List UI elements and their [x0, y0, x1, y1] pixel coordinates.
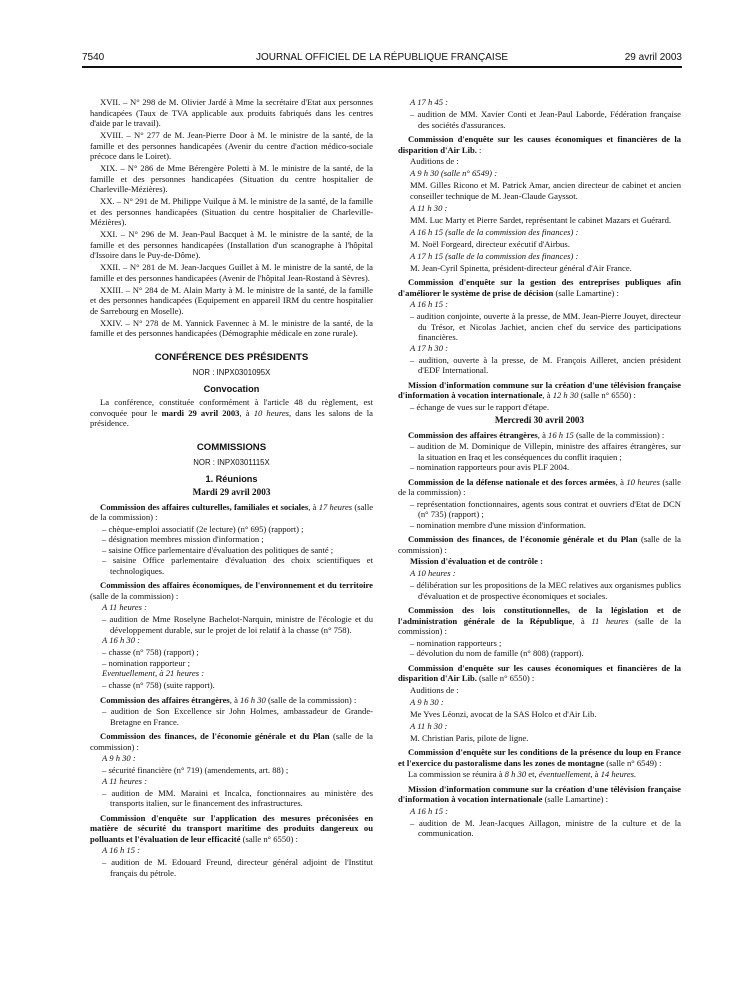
commission-name: Commission d'enquête sur l'application des mesures préconisées en matière de sécurité du transport maritime des produits dangereux ou polluants et l'évaluation de leur efficacité [90, 812, 373, 844]
convocation-time: 10 heures [253, 407, 290, 418]
commission-heading [90, 813, 373, 845]
meeting-room: (salle de la commission) : [90, 731, 373, 752]
reunions-heading: 1. Réunions [205, 473, 258, 484]
convocation-text [90, 397, 373, 429]
commission-heading [398, 134, 681, 155]
time-slot: A 17 h 45 : [410, 97, 449, 107]
auditions-label: Auditions de : [410, 156, 459, 166]
agenda-item: – chèque-emploi associatif (2e lecture) (n° 695) (rapport) ; [102, 523, 304, 534]
time-slot: A 11 heures : [102, 602, 147, 612]
commission-name: Commission des lois constitutionnelles, de la législation et de l'administration générale de la République [398, 605, 681, 626]
note-part: éventuellement [538, 769, 591, 779]
heading-sep: , à [572, 615, 592, 626]
agenda-item: – dévolution du nom de famille (n° 808) (rapport). [410, 648, 584, 658]
time-slot: Eventuellement, à 21 heures : [102, 668, 205, 678]
meeting-room: (salle Lamartine) : [553, 287, 619, 298]
agenda-item: – délibération sur les propositions de la MEC relatives aux organismes publics d'évaluation et de prospective économiques et sociales. [410, 580, 681, 601]
time-slot: A 16 h 15 : [410, 299, 449, 309]
heading-sep: : [476, 144, 482, 155]
time-slot: A 17 h 30 : [410, 342, 449, 353]
conference-nor: NOR : INPX0301095X [192, 368, 271, 377]
commission-heading [398, 747, 681, 768]
meeting-time: 8 h 30 [504, 769, 527, 779]
commission-name: Commission d'enquête sur la gestion des entreprises publiques afin d'améliorer le système de prise de décision [398, 277, 681, 298]
header-rule [82, 66, 682, 68]
time-slot: A 11 heures : [102, 775, 147, 786]
meeting-room: (salle n° 6550) : [578, 390, 636, 400]
commission-heading [398, 477, 681, 498]
meeting-room: (salle de la commission) : [90, 590, 179, 601]
meeting-room: (salle de la commission) : [398, 615, 682, 636]
question-item: XXII. – N° 281 de M. Jean-Jacques Guillet à M. le ministre de la santé, de la famille et des personnes handicapées (Avenir de l'hôpital Jean-Rostand à Sèvres). [90, 262, 373, 283]
commission-name: Mission d'information commune sur la création d'une télévision française d'information à vocation internationale [398, 379, 681, 400]
question-item: XXIII. – N° 284 de M. Alain Marty à M. le ministre de la santé, de la famille et des personnes handicapées (Equipement en appareil IRM du centre hospitalier de Sarrebourg en Moselle). [90, 284, 373, 316]
meeting-time: 10 heures [626, 476, 660, 487]
issue-date: 29 avril 2003 [624, 52, 682, 63]
agenda-item: – nomination rapporteurs pour avis PLF 2004. [410, 462, 570, 472]
convocation-text-part: La conférence, constituée conformément à l'article 48 du règlement, est convoquée pour le [90, 397, 373, 418]
commission-heading [90, 580, 373, 601]
question-item: XX. – N° 291 de M. Philippe Vuilque à M. le ministre de la santé, de la famille et des personnes handicapées (Situation du centre hospitalier de Charleville-Mézières). [90, 196, 373, 227]
agenda-item: – audition de M. Jean-Jacques Aillagon, ministre de la culture et de la communication. [410, 817, 681, 838]
commission-name: Commission des affaires économiques, de l'environnement et du territoire [100, 580, 373, 590]
convocation-date: mardi 29 avril 2003 [161, 407, 240, 418]
meeting-room: (salle de la commission) : [265, 694, 357, 705]
meeting-room: (salle n° 6550) : [476, 673, 535, 683]
heading-sep: , à [308, 501, 319, 512]
commission-heading [398, 663, 681, 684]
convocation-heading: Convocation [203, 383, 260, 394]
meeting-time: 17 heures [318, 501, 353, 512]
audition-entry: MM. Luc Marty et Pierre Sardet, représentant le cabinet Mazars et Guérard. [410, 214, 672, 225]
commission-name: Commission d'enquête sur les causes économiques et financières de la disparition d'Air Lib. [398, 662, 681, 683]
commissions-nor: NOR : INPX0301115X [193, 458, 270, 467]
agenda-item: – audition de MM. Maraini et Incalca, fonctionnaires au ministère des transports italien, sur le financement des infrastructures. [102, 787, 373, 808]
time-slot: A 11 h 30 : [410, 202, 448, 213]
note-part: , à [590, 769, 601, 779]
heading-sep: , à [537, 429, 549, 440]
meeting-room: (salle n° 6549) : [604, 757, 662, 768]
time-slot: A 9 h 30 : [102, 753, 136, 763]
question-item: XXI. – N° 296 de M. Jean-Paul Bacquet à M. le ministre de la santé, de la famille et des personnes handicapées (Installation d'un scanographe à l'hôpital d'Issoire dans le Puy-de-Dôme). [90, 229, 373, 260]
question-item: XVII. – N° 298 de M. Olivier Jardé à Mme la secrétaire d'Etat aux personnes handicapées (Taux de TVA applicable aux produits fabriqués dans les centres d'aide par le travail). [90, 97, 373, 128]
commission-name: Commission d'enquête sur les conditions de la présence du loup en France et l'exercice du pastoralisme dans les zones de montagne [398, 747, 681, 768]
journal-title: JOURNAL OFFICIEL DE LA RÉPUBLIQUE FRANÇAISE [255, 52, 509, 63]
commission-heading [90, 695, 373, 706]
agenda-item: – audition de M. Edouard Freund, directeur général adjoint de l'Institut français du pétrole. [102, 857, 373, 878]
conference-title: CONFÉRENCE DES PRÉSIDENTS [154, 351, 309, 363]
commissions-title: COMMISSIONS [196, 441, 267, 453]
time-slot: A 9 h 30 (salle n° 6549) : [410, 168, 498, 178]
heading-sep: , à [615, 476, 627, 487]
commission-name: Commission des affaires culturelles, familiales et sociales [100, 501, 309, 512]
meeting-time: 12 h 30 [552, 390, 579, 400]
time-slot: A 11 h 30 : [410, 720, 448, 731]
agenda-item: – saisine Office parlementaire d'évaluation des politiques de santé ; [102, 544, 334, 555]
time-slot: A 16 h 30 : [102, 635, 141, 645]
agenda-item: – nomination membre d'une mission d'information. [410, 519, 586, 530]
agenda-item: – audition conjointe, ouverte à la presse, de MM. Jean-Pierre Jouyet, directeur du Trésor, et Nicolas Jachiet, ancien chef du service des participations financières. [410, 311, 681, 342]
left-column [90, 97, 373, 878]
commission-heading [398, 380, 681, 401]
agenda-item: – nomination rapporteur ; [102, 657, 191, 668]
agenda-item: – chasse (n° 758) (suite rapport). [102, 680, 215, 690]
commission-name: Commission de la défense nationale et des forces armées [408, 476, 616, 487]
question-item: XIX. – N° 286 de Mme Bérengère Poletti à M. le ministre de la santé, de la famille et des personnes handicapées (Situation du centre hospitalier de Charleville-Mézières). [90, 163, 373, 194]
meeting-room: (salle n° 6550) : [240, 833, 298, 844]
commission-name: Commission des affaires étrangères [100, 694, 230, 705]
page-header [82, 52, 682, 66]
meeting-time: 16 h 15 [548, 429, 574, 440]
auditions-label: Auditions de : [410, 684, 459, 695]
audition-entry: M. Noël Forgeard, directeur exécutif d'Airbus. [410, 238, 570, 249]
time-slot: A 17 h 15 (salle de la commission des finances) : [410, 250, 579, 261]
commission-heading [398, 784, 681, 805]
audition-entry: M. Christian Paris, pilote de ligne. [410, 732, 529, 743]
meeting-time: 16 h 30 [240, 694, 266, 705]
agenda-item: – nomination rapporteurs ; [410, 637, 502, 648]
meeting-room: (salle de la commission) : [90, 501, 374, 522]
heading-sep: , à [542, 390, 553, 400]
commission-name: Mission d'information commune sur la création d'une télévision française d'information à vocation internationale [398, 783, 681, 804]
commission-heading [398, 534, 681, 555]
commission-heading [90, 502, 373, 523]
agenda-item: – audition de Son Excellence sir John Holmes, ambassadeur de Grande-Bretagne en France. [102, 706, 373, 727]
question-list [90, 97, 373, 339]
note-part: La commission se réunira à [408, 769, 505, 779]
commission-heading [398, 430, 681, 441]
meeting-room: (salle de la commission) : [573, 429, 665, 440]
time-slot: A 16 h 15 : [410, 805, 449, 816]
agenda-item: – audition de Mme Roselyne Bachelot-Narquin, ministre de l'écologie et du développement durable, sur le projet de loi relatif à la chasse (n° 758). [102, 614, 373, 635]
commission-name: Commission des finances, de l'économie générale et du Plan [100, 731, 330, 741]
audition-entry: Me Yves Léonzi, avocat de la SAS Holco et d'Air Lib. [410, 708, 597, 719]
right-column [398, 97, 681, 839]
meeting-time: 11 heures [591, 615, 629, 626]
time-slot: A 10 heures : [410, 568, 456, 578]
mission-subheading: Mission d'évaluation et de contrôle : [410, 556, 543, 566]
time-slot: A 16 h 15 (salle de la commission des finances) : [410, 226, 579, 237]
question-item: XVIII. – N° 277 de M. Jean-Pierre Door à M. le ministre de la santé, de la famille et des personnes handicapées (Avenir du centre d'action médico-sociale précoce dans le Loiret). [90, 130, 373, 161]
commission-heading [398, 277, 681, 298]
agenda-item: – chasse (n° 758) (rapport) ; [102, 647, 199, 657]
commission-name: Commission des affaires étrangères [408, 429, 538, 440]
note-part: et, [526, 769, 539, 779]
meeting-room: (salle Lamartine) : [542, 794, 609, 804]
commission-name: Commission des finances, de l'économie générale et du Plan [408, 534, 638, 544]
commission-heading [398, 605, 681, 637]
time-slot: A 16 h 15 : [102, 845, 141, 855]
audition-entry: MM. Gilles Ricono et M. Patrick Amar, ancien directeur de cabinet et ancien conseiller technique de M. Jean-Claude Gayssot. [410, 180, 681, 201]
convocation-text-part: , à [239, 407, 254, 418]
agenda-item: – sécurité financière (n° 719) (amendements, art. 88) ; [102, 765, 289, 775]
meeting-time: 14 heures. [600, 769, 637, 779]
agenda-item: – désignation membres mission d'information ; [102, 534, 264, 544]
date-heading-mercredi: Mercredi 30 avril 2003 [494, 415, 585, 425]
commission-name: Commission d'enquête sur les causes économiques et financières de la disparition d'Air Lib. [398, 134, 681, 155]
audition-entry: M. Jean-Cyril Spinetta, président-directeur général d'Air France. [410, 262, 632, 273]
meeting-room: (salle de la commission) : [398, 534, 681, 555]
meeting-note [398, 769, 681, 780]
agenda-item: – représentation fonctionnaires, agents sous contrat et ouvriers d'Etat de DCN (n° 735) (rapport) ; [410, 498, 681, 519]
convocation-text-part: , dans les salons de la présidence. [90, 407, 373, 428]
agenda-item: – saisine Office parlementaire d'évaluation des choix scientifiques et technologiques. [102, 555, 373, 576]
commission-heading [90, 731, 373, 752]
agenda-item: – audition de MM. Xavier Conti et Jean-Paul Laborde, Fédération française des sociétés d'assurances. [410, 109, 681, 130]
meeting-room: (salle de la commission) : [398, 476, 681, 497]
agenda-item: – audition, ouverte à la presse, de M. François Ailleret, ancien président d'EDF International. [410, 354, 681, 375]
heading-sep: , à [229, 694, 241, 705]
date-heading-mardi: Mardi 29 avril 2003 [192, 487, 271, 497]
agenda-item: – audition de M. Dominique de Villepin, ministre des affaires étrangères, sur la situation en Iraq et les conséquences du conflit iraquien ; [410, 441, 681, 462]
page-number: 7540 [82, 52, 105, 63]
time-slot: A 9 h 30 : [410, 696, 444, 707]
question-item: XXIV. – N° 278 de M. Yannick Favennec à M. le ministre de la santé, de la famille et des personnes handicapées (Démographie médicale en zone rurale). [90, 317, 373, 338]
agenda-item: – échange de vues sur le rapport d'étape. [410, 401, 549, 412]
